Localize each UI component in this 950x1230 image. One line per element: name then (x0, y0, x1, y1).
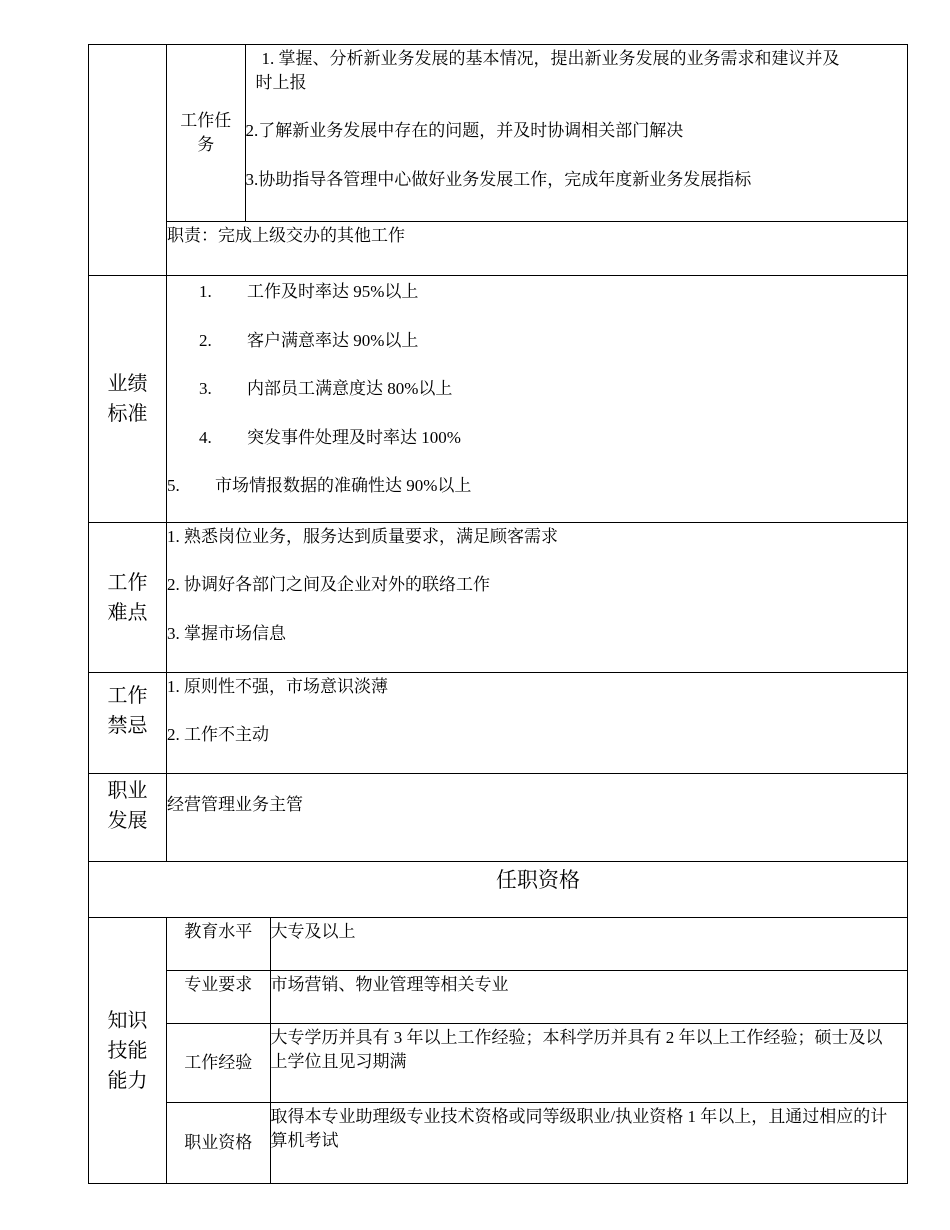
performance-item-3: 3. 内部员工满意度达 80%以上 (199, 379, 453, 398)
major-label: 专业要求 (167, 970, 270, 1023)
performance-item-4: 4. 突发事件处理及时率达 100% (199, 428, 461, 447)
tasks-cell (245, 45, 907, 221)
job-description-table (88, 44, 908, 1184)
task-item-1: 1. 掌握、分析新业务发展的基本情况，提出新业务发展的业务需求和建议并及 (261, 49, 840, 68)
difficulty-item-1: 1. 熟悉岗位业务，服务达到质量要求，满足顾客需求 (167, 527, 558, 546)
qualification-label: 知识 技能 能力 (89, 918, 167, 1184)
performance-item-2: 2. 客户满意率达 90%以上 (199, 331, 419, 350)
difficulties-row (89, 523, 908, 673)
experience-label: 工作经验 (167, 1023, 270, 1102)
duties-inner-table (167, 45, 907, 275)
difficulties-cell (167, 523, 908, 673)
difficulty-item-2: 2. 协调好各部门之间及企业对外的联络工作 (167, 575, 490, 594)
qualification-row (89, 918, 908, 1184)
certification-label: 职业资格 (167, 1102, 270, 1183)
performance-item-5: 5. 市场情报数据的准确性达 90%以上 (167, 476, 472, 495)
responsibility-text: 职责：完成上级交办的其他工作 (167, 225, 405, 245)
qualification-row-education (167, 918, 907, 970)
taboo-item-2: 2. 工作不主动 (167, 725, 269, 744)
difficulty-item-3: 3. 掌握市场信息 (167, 624, 286, 643)
education-label: 教育水平 (167, 918, 270, 970)
qualification-heading: 任职资格 (496, 868, 580, 892)
certification-value: 取得本专业助理级专业技术资格或同等级职业/执业资格 1 年以上，且通过相应的计算机考试 (270, 1106, 888, 1150)
taboos-cell (167, 673, 908, 774)
qualification-heading-row (89, 862, 908, 918)
difficulties-label: 工作 难点 (89, 523, 167, 673)
qualification-row-major (167, 970, 907, 1023)
career-text: 经营管理业务主管 (167, 795, 303, 814)
taboos-label: 工作 禁忌 (89, 673, 167, 774)
performance-cell (167, 276, 908, 523)
task-item-2: 2.了解新业务发展中存在的问题，并及时协调相关部门解决 (245, 121, 684, 140)
performance-row (89, 276, 908, 523)
duties-row (89, 45, 908, 276)
taboo-item-1: 1. 原则性不强，市场意识淡薄 (167, 677, 388, 696)
task-item-1-cont: 时上报 (255, 73, 307, 92)
qualification-row-certification (167, 1102, 907, 1183)
qualification-row-experience (167, 1023, 907, 1102)
performance-label: 业绩 标准 (89, 276, 167, 523)
duties-category-cell (89, 45, 167, 276)
major-value: 市场营销、物业管理等相关专业 (270, 974, 509, 994)
qualification-heading-cell (89, 862, 908, 918)
qualification-inner-table (167, 918, 907, 1183)
taboos-row (89, 673, 908, 774)
task-item-3: 3.协助指导各管理中心做好业务发展工作，完成年度新业务发展指标 (245, 170, 752, 189)
career-row (89, 774, 908, 862)
career-cell (167, 774, 908, 862)
career-label: 职业 发展 (89, 774, 167, 862)
education-value: 大专及以上 (270, 922, 356, 941)
task-label: 工作任 务 (167, 45, 245, 221)
experience-value: 大专学历并具有 3 年以上工作经验；本科学历并具有 2 年以上工作经验；硕士及以上学位且见习期满 (270, 1027, 883, 1071)
performance-item-1: 1. 工作及时率达 95%以上 (199, 282, 419, 301)
responsibility-cell (167, 221, 907, 275)
